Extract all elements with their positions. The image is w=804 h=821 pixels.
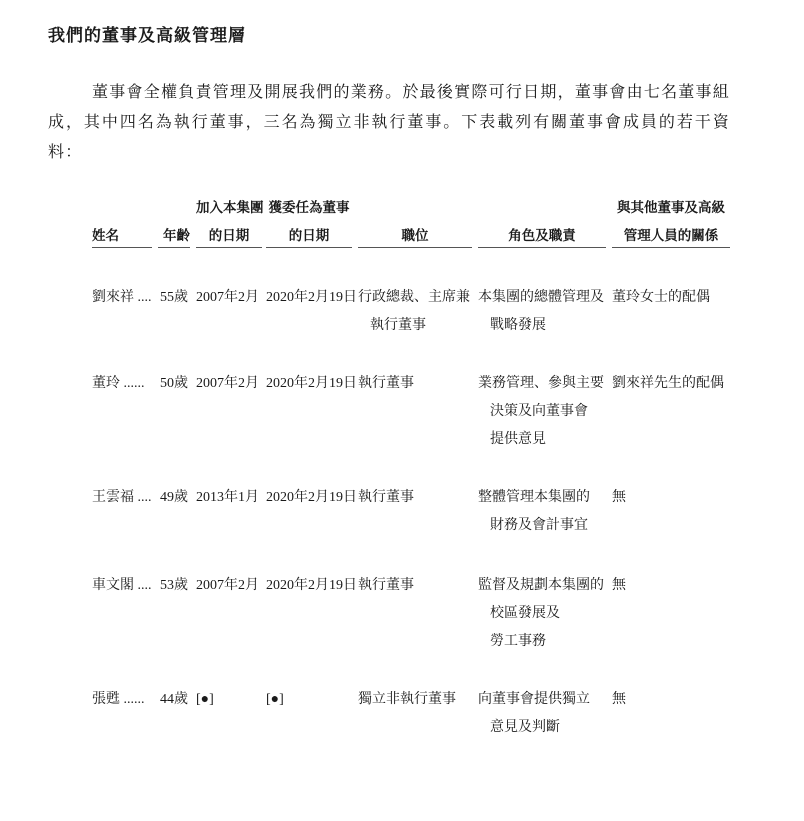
role-line: 校區發展及 xyxy=(490,606,560,621)
relationship: 無 xyxy=(612,578,626,593)
director-name: 張甦 ...... xyxy=(92,692,145,707)
header-rule xyxy=(196,247,262,248)
join-date: 2007年2月 xyxy=(196,578,259,593)
header-role: 角色及職責 xyxy=(508,228,576,243)
role xyxy=(478,484,590,540)
appointment-date: 2020年2月19日 xyxy=(266,578,357,593)
join-date: 2007年2月 xyxy=(196,376,259,391)
role-line: 戰略發展 xyxy=(490,318,546,333)
header-name: 姓名 xyxy=(92,228,119,243)
director-age: 53歲 xyxy=(160,578,188,593)
position xyxy=(358,686,456,714)
role-line: 勞工事務 xyxy=(490,634,546,649)
director-age: 44歲 xyxy=(160,692,188,707)
appointment-date: 2020年2月19日 xyxy=(266,376,357,391)
role-line: 業務管理、參與主要 xyxy=(478,376,604,391)
director-name: 劉來祥 .... xyxy=(92,290,152,305)
header-position: 職位 xyxy=(401,228,429,243)
director-name: 車文閣 .... xyxy=(92,578,152,593)
position xyxy=(358,572,414,600)
role xyxy=(478,370,604,454)
position-line: 執行董事 xyxy=(358,376,414,391)
join-date: 2007年2月 xyxy=(196,290,259,305)
role-line: 決策及向董事會 xyxy=(490,404,588,419)
role xyxy=(478,572,604,656)
appointment-date: 2020年2月19日 xyxy=(266,290,357,305)
director-name: 董玲 ...... xyxy=(92,376,145,391)
role xyxy=(478,284,604,340)
header-rule xyxy=(612,247,730,248)
role-line: 提供意見 xyxy=(490,432,546,447)
intro-paragraph xyxy=(48,78,730,168)
role-line: 監督及規劃本集團的 xyxy=(478,578,604,593)
director-name: 王雲福 .... xyxy=(92,490,152,505)
position xyxy=(358,484,414,512)
position-line: 執行董事 xyxy=(370,318,426,333)
header-rule xyxy=(158,247,190,248)
role-line: 財務及會計事宜 xyxy=(490,518,588,533)
director-age: 49歲 xyxy=(160,490,188,505)
appointment-date: 2020年2月19日 xyxy=(266,490,357,505)
position-line: 執行董事 xyxy=(358,490,414,505)
header-appoint-1: 獲委任為董事 xyxy=(268,200,350,215)
header-join-2: 的日期 xyxy=(208,228,250,243)
relationship: 無 xyxy=(612,490,626,505)
director-age: 55歲 xyxy=(160,290,188,305)
header-rule xyxy=(358,247,472,248)
relationship: 無 xyxy=(612,692,626,707)
relationship: 劉來祥先生的配偶 xyxy=(612,376,724,391)
intro-text: 董事會全權負責管理及開展我們的業務。於最後實際可行日期，董事會由七名董事組成，其中四名為執行董事，三名為獨立非執行董事。下表載列有關董事會成員的若干資料： xyxy=(48,84,730,161)
position xyxy=(358,284,470,340)
director-age: 50歲 xyxy=(160,376,188,391)
appointment-date: [●] xyxy=(266,692,284,707)
header-relation-2: 管理人員的關係 xyxy=(623,228,719,243)
header-rule xyxy=(92,247,152,248)
header-join-1: 加入本集團 xyxy=(196,200,264,215)
header-rule xyxy=(266,247,352,248)
header-age: 年齡 xyxy=(163,228,190,243)
header-appoint-2: 的日期 xyxy=(288,228,330,243)
join-date: [●] xyxy=(196,692,214,707)
position-line: 執行董事 xyxy=(358,578,414,593)
role-line: 本集團的總體管理及 xyxy=(478,290,604,305)
section-heading: 我們的董事及高級管理層 xyxy=(48,26,246,46)
position xyxy=(358,370,414,398)
role-line: 意見及判斷 xyxy=(490,720,560,735)
header-rule xyxy=(478,247,606,248)
role-line: 向董事會提供獨立 xyxy=(478,692,590,707)
position-line: 獨立非執行董事 xyxy=(358,692,456,707)
position-line: 行政總裁、主席兼 xyxy=(358,290,470,305)
role-line: 整體管理本集團的 xyxy=(478,490,590,505)
header-relation-1: 與其他董事及高級 xyxy=(617,200,725,215)
join-date: 2013年1月 xyxy=(196,490,259,505)
relationship: 董玲女士的配偶 xyxy=(612,290,710,305)
role xyxy=(478,686,590,742)
